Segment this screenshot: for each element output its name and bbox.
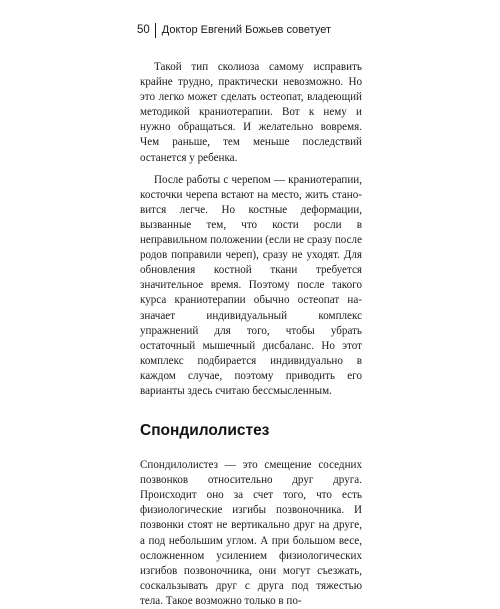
header-divider — [155, 23, 156, 38]
paragraph: Такой тип сколиоза самому исправить крайне трудно, практически невозможно. Но это легко может сделать остеопат, владеющий методикой краниотерапии. Вот к нему и нужно обращаться. И желательно вовремя. Чем раньше, тем меньше последствий останется у ребенка. — [140, 61, 362, 164]
page-number: 50 — [137, 24, 150, 36]
paragraph: После работы с черепом — краниотерапии, косточки черепа встают на место, жить становится легче. Но костные деформации, вызванные тем, что кости росли в неправильном положении (если не сразу после родов поправили череп), сразу не уходят. Для обновления костной ткани требуется значительное время. Поэтому после такого курса краниотерапии обычно остеопат назначает индивидуальный комплекс упражнений для того, чтобы убрать остаточный мышечный дисбаланс. Но этот комплекс подбирается индивидуально в каждом случае, поэтому приводить его варианты здесь считаю бессмысленным. — [140, 173, 362, 397]
page-body — [140, 60, 362, 609]
running-title: Доктор Евгений Божьев советует — [161, 24, 331, 36]
page-header — [137, 22, 331, 38]
paragraph: Спондилолистез — это смещение соседних позвонков относительно друг друга. Происходит оно за счет того, что есть физиологические изгибы позвоночника. И позвонки стоят не вертикально друг на друге, а под небольшим углом. А при большом весе, осложненном усилением физиологических изгибов позвоночника, они могут съезжать, соскальзывать друг с друга под тяжестью тела. Такое возможно только в по- — [140, 459, 362, 607]
section-heading: Спондилолистез — [140, 422, 270, 440]
